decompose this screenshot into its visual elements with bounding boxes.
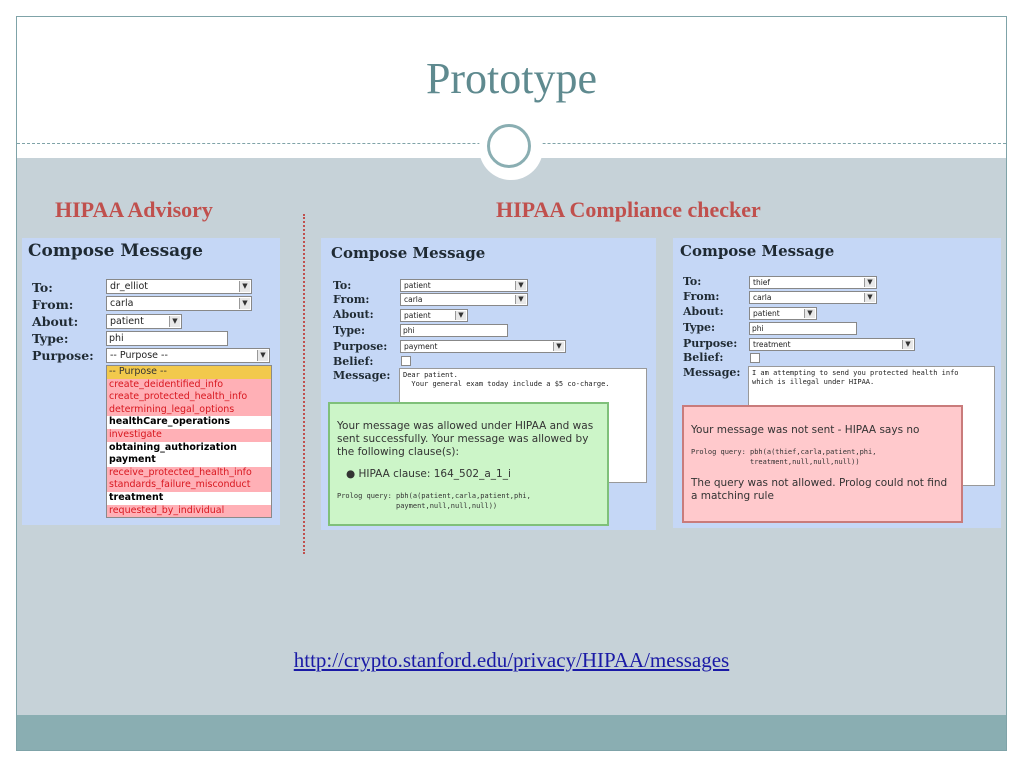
messages-link[interactable]: http://crypto.stanford.edu/privacy/HIPAA/messages xyxy=(293,648,730,672)
purpose-option[interactable]: obtaining_authorization xyxy=(107,442,271,455)
chevron-down-icon: ▼ xyxy=(902,340,913,349)
message-label: Message: xyxy=(333,369,391,382)
prolog-query: Prolog query: pbh(a(patient,carla,patient,phi, payment,null,null,null)) xyxy=(337,492,531,510)
purpose-option[interactable]: determining_legal_options xyxy=(107,404,271,417)
from-value: carla xyxy=(110,298,134,309)
purpose-dropdown-list xyxy=(106,365,272,518)
from-label: From: xyxy=(683,290,720,303)
footer-band xyxy=(17,715,1006,751)
purpose-label: Purpose: xyxy=(32,348,94,363)
type-label: Type: xyxy=(32,331,69,346)
to-label: To: xyxy=(683,275,702,288)
advisory-heading: HIPAA Advisory xyxy=(55,197,213,222)
purpose-select[interactable] xyxy=(106,348,270,363)
about-value: patient xyxy=(110,316,144,327)
clause-item xyxy=(346,468,511,480)
chevron-down-icon: ▼ xyxy=(515,281,526,290)
about-label: About: xyxy=(32,314,79,329)
to-value: dr_elliot xyxy=(110,281,148,292)
from-select[interactable] xyxy=(106,296,252,311)
circle-icon xyxy=(487,124,531,168)
belief-label: Belief: xyxy=(683,351,724,364)
purpose-option[interactable]: payment xyxy=(107,454,271,467)
from-value: carla xyxy=(753,293,772,302)
belief-label: Belief: xyxy=(333,355,374,368)
purpose-option[interactable]: create_protected_health_info xyxy=(107,391,271,404)
compose-heading: Compose Message xyxy=(28,241,203,261)
from-select[interactable] xyxy=(749,291,877,304)
purpose-value: payment xyxy=(404,342,438,351)
chevron-down-icon: ▼ xyxy=(455,311,466,320)
denied-compose-panel xyxy=(673,238,1001,528)
from-value: carla xyxy=(404,295,423,304)
chevron-down-icon: ▼ xyxy=(553,342,564,351)
to-label: To: xyxy=(333,279,352,292)
result-message: Your message was allowed under HIPAA and was sent successfully. Your message was allowed by the following clause(s): xyxy=(337,420,594,458)
chevron-down-icon: ▼ xyxy=(239,281,250,292)
result-message: Your message was not sent - HIPAA says no xyxy=(691,424,920,436)
compose-heading: Compose Message xyxy=(331,244,486,262)
type-label: Type: xyxy=(683,321,716,334)
purpose-value: treatment xyxy=(753,340,791,349)
type-input[interactable]: phi xyxy=(749,322,857,335)
purpose-option[interactable]: -- Purpose -- xyxy=(107,366,271,379)
purpose-select[interactable] xyxy=(400,340,566,353)
to-value: patient xyxy=(404,281,431,290)
clause-text: HIPAA clause: 164_502_a_1_i xyxy=(358,468,511,480)
chevron-down-icon: ▼ xyxy=(864,293,875,302)
type-input[interactable]: phi xyxy=(400,324,508,337)
about-label: About: xyxy=(333,308,374,321)
chevron-down-icon: ▼ xyxy=(169,316,180,327)
about-select[interactable] xyxy=(400,309,468,322)
type-label: Type: xyxy=(333,324,366,337)
type-input[interactable]: phi xyxy=(106,331,228,346)
about-value: patient xyxy=(753,309,780,318)
purpose-label: Purpose: xyxy=(333,340,388,353)
allowed-result-box xyxy=(328,402,609,526)
chevron-down-icon: ▼ xyxy=(864,278,875,287)
belief-checkbox[interactable] xyxy=(750,353,760,363)
belief-checkbox[interactable] xyxy=(401,356,411,366)
purpose-option[interactable]: create_deidentified_info xyxy=(107,379,271,392)
to-select[interactable] xyxy=(400,279,528,292)
chevron-down-icon: ▼ xyxy=(515,295,526,304)
purpose-option[interactable]: standards_failure_misconduct xyxy=(107,479,271,492)
about-select[interactable] xyxy=(106,314,182,329)
to-value: thief xyxy=(753,278,771,287)
to-select[interactable] xyxy=(749,276,877,289)
denied-result-box xyxy=(682,405,963,523)
purpose-option[interactable]: receive_protected_health_info xyxy=(107,467,271,480)
message-label: Message: xyxy=(683,366,741,379)
to-select[interactable] xyxy=(106,279,252,294)
prolog-query: Prolog query: pbh(a(thief,carla,patient,phi, treatment,null,null,null)) xyxy=(691,448,877,466)
from-label: From: xyxy=(333,293,370,306)
checker-heading: HIPAA Compliance checker xyxy=(496,197,761,222)
chevron-down-icon: ▼ xyxy=(239,298,250,309)
message-textarea[interactable]: Dear patient. Your general exam today include a $5 co-charge. xyxy=(399,368,647,483)
message-textarea[interactable]: I am attempting to send you protected health info which is illegal under HIPAA. xyxy=(748,366,995,486)
purpose-select[interactable] xyxy=(749,338,915,351)
from-label: From: xyxy=(32,297,74,312)
chevron-down-icon: ▼ xyxy=(804,309,815,318)
purpose-value: -- Purpose -- xyxy=(110,350,168,361)
about-select[interactable] xyxy=(749,307,817,320)
allowed-compose-panel xyxy=(321,238,656,530)
purpose-option[interactable]: treatment xyxy=(107,492,271,505)
to-label: To: xyxy=(32,280,53,295)
purpose-option[interactable]: requested_by_individual xyxy=(107,505,271,518)
chevron-down-icon: ▼ xyxy=(257,350,268,361)
section-divider xyxy=(303,214,305,554)
from-select[interactable] xyxy=(400,293,528,306)
purpose-label: Purpose: xyxy=(683,337,738,350)
purpose-option[interactable]: healthCare_operations xyxy=(107,416,271,429)
slide-title: Prototype xyxy=(425,54,598,103)
about-label: About: xyxy=(683,305,724,318)
bullet-icon: ● xyxy=(346,468,356,480)
purpose-option[interactable]: investigate xyxy=(107,429,271,442)
about-value: patient xyxy=(404,311,431,320)
compose-heading: Compose Message xyxy=(680,242,835,260)
detail-message: The query was not allowed. Prolog could not find a matching rule xyxy=(691,477,948,502)
